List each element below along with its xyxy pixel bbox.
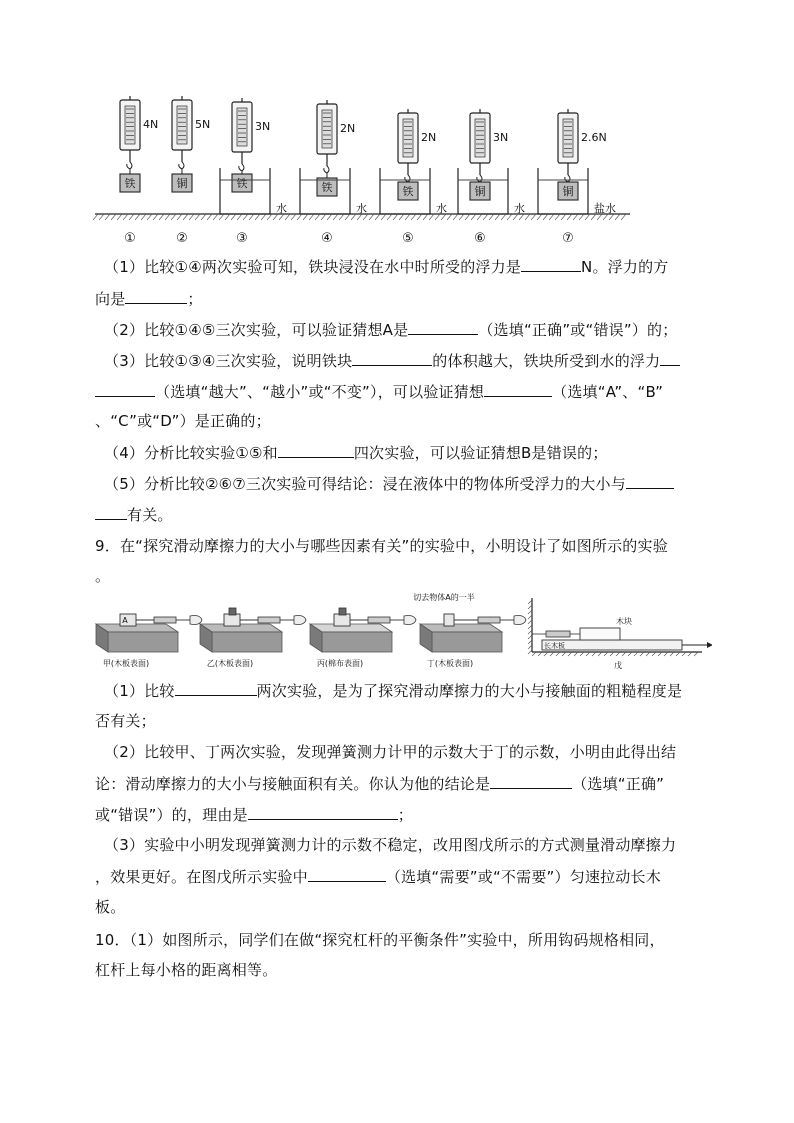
answer-blank-buoyancy[interactable] [521,255,581,272]
friction-caption-4: 丁(木板表面) [426,659,474,668]
q9-2-text-b: 论：滑动摩擦力的大小与接触面积有关。你认为他的结论是 [95,775,491,793]
friction-setup-2 [200,608,306,668]
scale-reading-3: 3N [255,120,271,133]
liquid-label-6: 水 [514,202,525,215]
q8-1-text-b: N。浮力的方 [581,258,669,276]
block-label-7: 铜 [562,185,574,198]
q8-1-text-a: （1）比较①④两次实验可知，铁块浸没在水中时所受的浮力是 [104,258,522,276]
spring-scale-1 [120,96,158,192]
q9-3-text-d: 板。 [95,898,126,916]
answer-blank-correct[interactable] [490,772,572,789]
q8-1-line1 [104,255,668,278]
answer-blank-guess-a[interactable] [408,318,478,335]
q8-3-text-e: 、“C”或“D”）是正确的； [95,412,271,430]
q9-2-text-c: （选填“正确” [572,775,665,793]
friction-setup-5 [528,598,712,670]
block-label-2: 铜 [176,177,188,190]
q9-2-line2 [95,772,664,795]
block-label-3: 铁 [236,177,248,190]
q9-2-text-d: 或“错误”）的，理由是 [95,806,248,824]
block-label-6: 铜 [474,185,486,198]
q9-1-text-b: 两次实验，是为了探究滑动摩擦力的大小与接触面的粗糙程度是 [256,682,683,700]
experiment-number-5: ⑤ [402,231,414,246]
experiment-number-3: ③ [236,231,248,246]
q8-1-text-c: 向是 [95,290,126,308]
answer-blank-need[interactable] [308,865,386,882]
liquid-label-4: 水 [356,202,367,215]
q8-5-line2 [95,503,173,526]
q10-text-b: 杠杆上每小格的距离相等。 [95,961,278,979]
liquid-label-5: 水 [436,202,447,215]
q9-1-line2 [95,710,156,732]
q8-3-line2 [95,380,663,403]
q10-line2 [95,959,277,981]
spring-scale-3 [232,98,270,192]
water-tank-6 [458,168,525,215]
scale-reading-1: 4N [143,118,159,131]
answer-blank-reason[interactable] [248,803,398,820]
experiment-number-4: ④ [321,231,333,246]
q9-3-text-c: （选填“需要”或“不需要”）匀速拉动长木 [385,868,661,886]
q9-2-line1 [104,741,676,763]
q8-1-text-d: ； [187,290,203,308]
answer-blank-buoyancy-change-b[interactable] [95,380,155,397]
liquid-label-3: 水 [276,202,287,215]
q10-text-a: 10．（1）如图所示，同学们在做“探究杠杆的平衡条件”实验中，所用钩码规格相同， [95,931,665,949]
q9-text-end: 。 [95,567,111,585]
q9-3-text-b: ，效果更好。在图戊所示实验中 [95,868,308,886]
q9-3-line1 [104,834,676,856]
q9-line1 [95,535,668,557]
friction-caption-3: 丙(棉布表面) [316,659,364,668]
q8-4-text-b: 四次实验，可以验证猜想B是错误的； [353,444,608,462]
experiment-number-1: ① [124,231,136,246]
spring-scale-figure [90,92,650,252]
q8-3-text-c: （选填“越大”、“越小”或“不变”），可以验证猜想 [155,383,485,401]
water-tank-3 [220,168,287,215]
answer-blank-compare[interactable] [175,679,257,696]
answer-blank-factor-b[interactable] [95,503,127,520]
scale-reading-7: 2.6N [581,131,607,144]
experiment-number-7: ⑦ [562,231,574,246]
friction-caption-1: 甲(木板表面) [102,659,150,668]
experiment-number-2: ② [176,231,188,246]
friction-caption-5: 戊 [614,661,622,670]
scale-reading-2: 5N [195,118,211,131]
block-label-1: 铁 [124,177,136,190]
answer-blank-buoyancy-change-a[interactable] [660,349,680,366]
spring-scale-6 [470,109,508,200]
scale-reading-6: 3N [493,131,509,144]
friction-setup-1 [96,614,202,668]
q8-3-text-d: （选填“A”、“B” [552,383,664,401]
cut-half-caption: 切去物体A的一半 [413,593,475,602]
q10-line1 [95,929,665,951]
answer-blank-guess-letter[interactable] [484,380,552,397]
q8-3-text-b: 的体积越大，铁块所受到水的浮力 [432,352,661,370]
block-a-label: A [122,616,128,625]
answer-blank-direction[interactable] [125,287,187,304]
long-board-label: 长木板 [544,642,565,650]
q8-4-line [104,441,608,464]
friction-caption-2: 乙(木板表面) [206,659,254,668]
q8-3-line1 [104,349,680,372]
q8-3-text-a: （3）比较①③④三次实验，说明铁块 [104,352,353,370]
q8-3-line3 [95,410,271,432]
q8-1-line2 [95,287,203,310]
q8-4-text-a: （4）分析比较实验①⑤和 [104,444,278,462]
block-label-4: 铁 [321,181,333,194]
scale-reading-4: 2N [340,122,356,135]
q8-2-line [104,318,677,341]
q9-text: 9．在“探究滑动摩擦力的大小与哪些因素有关”的实验中，小明设计了如图所示的实验 [95,537,668,555]
q8-2-text-a: （2）比较①④⑤三次实验，可以验证猜想A是 [104,321,409,339]
q9-3-line3 [95,896,125,918]
q8-2-text-b: （选填“正确”或“错误”）的； [478,321,678,339]
answer-blank-factor-a[interactable] [626,472,674,489]
friction-figure [92,592,712,672]
q9-1-text-a: （1）比较 [104,682,175,700]
spring-scale-2 [172,96,210,192]
q9-2-text-e: ； [397,806,413,824]
q9-2-line3 [95,803,413,826]
liquid-label-7: 盐水 [594,202,616,215]
q8-5-text-a: （5）分析比较②⑥⑦三次实验可得结论：浸在液体中的物体所受浮力的大小与 [104,475,626,493]
q9-2-text-a: （2）比较甲、丁两次实验，发现弹簧测力计甲的示数大于丁的示数，小明由此得出结 [104,743,677,761]
answer-blank-volume[interactable] [352,349,432,366]
q9-3-text-a: （3）实验中小明发现弹簧测力计的示数不稳定，改用图戊所示的方式测量滑动摩擦力 [104,836,677,854]
answer-blank-experiments[interactable] [278,441,354,458]
experiment-number-6: ⑥ [474,231,486,246]
friction-setup-4 [420,614,526,668]
q9-3-line2 [95,865,661,888]
friction-setup-3 [310,608,416,668]
q9-1-text-c: 否有关； [95,712,156,730]
q8-5-text-b: 有关。 [127,506,173,524]
q8-5-line1 [104,472,674,495]
block-label-5: 铁 [402,185,414,198]
q9-1-line1 [104,679,682,702]
spring-scale-7 [558,109,607,200]
wood-block-label: 木块 [616,617,632,626]
q9-line2 [95,565,110,587]
scale-reading-5: 2N [421,131,437,144]
